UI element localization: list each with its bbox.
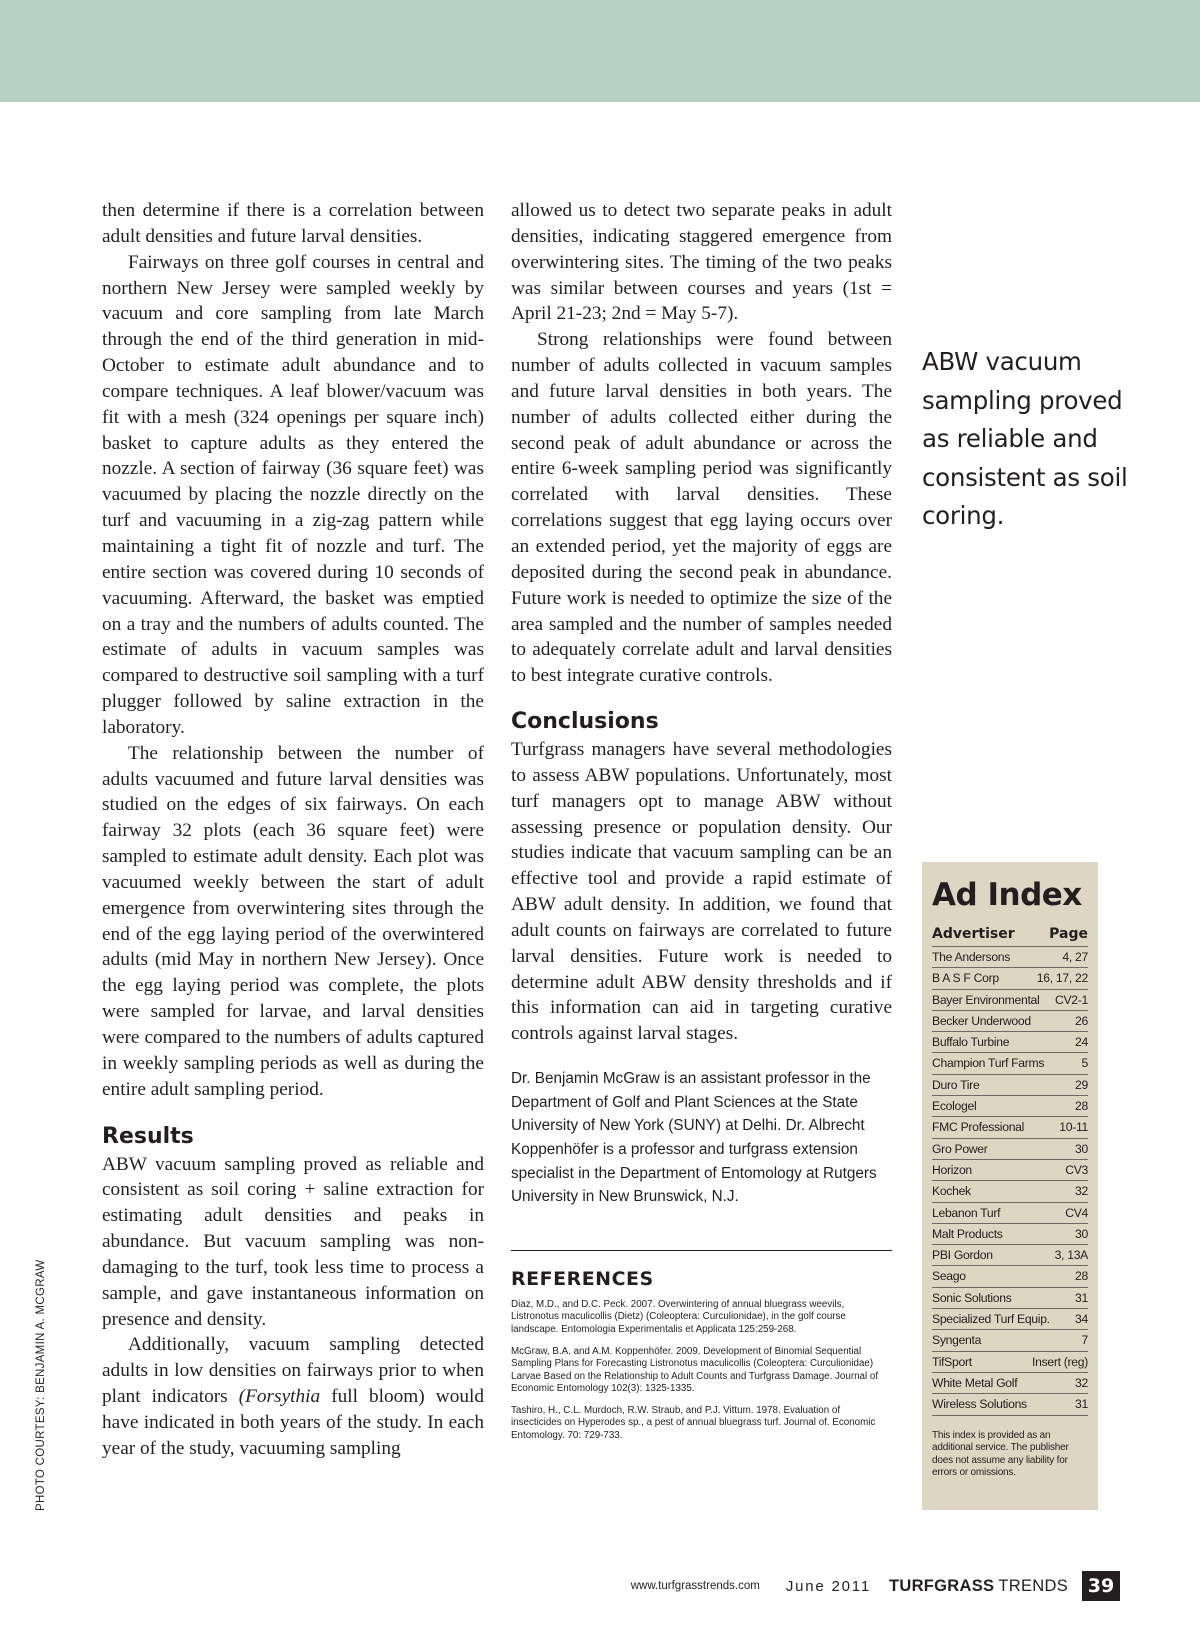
- ad-index-row: [932, 1180, 1088, 1201]
- advertiser-page: 3, 13A: [1054, 1248, 1088, 1263]
- ad-index-row: [932, 967, 1088, 988]
- advertiser-name: Champion Turf Farms: [932, 1056, 1045, 1071]
- article-column-1: [102, 198, 484, 1462]
- reference-item: McGraw, B.A. and A.M. Koppenhöfer. 2009. Development of Binomial Sequential Sampling Plans for Forecasting Listronotus maculicollis (Coleoptera: Curculionidae) Larvae Based on the Relationship to Adult Counts and Turfgrass Damage. Journal of Economic Entomology 102(3): 1325-1335.: [511, 1345, 879, 1395]
- advertiser-page: 28: [1075, 1269, 1088, 1284]
- ad-index-header: [932, 924, 1088, 946]
- pull-quote: ABW vacuum sampling proved as reliable and consistent as soil coring.: [922, 347, 1128, 530]
- ad-index-row: [932, 1010, 1088, 1031]
- reference-item: Tashiro, H., C.L. Murdoch, R.W. Straub, and P.J. Vittum. 1978. Evaluation of insecticides on Hyperodes sp., a pest of annual bluegrass turf. Journal of. Economic Entomology. 70: 729-733.: [511, 1404, 876, 1442]
- advertiser-name: TifSport: [932, 1354, 972, 1369]
- advertiser-name: PBI Gordon: [932, 1248, 993, 1263]
- ad-index-row: [932, 1052, 1088, 1073]
- footer-date: June 2011: [785, 1577, 871, 1595]
- photo-credit: PHOTO COURTESY: BENJAMIN A. MCGRAW: [35, 1259, 47, 1511]
- advertiser-page: CV3: [1065, 1162, 1088, 1177]
- advertiser-name: Kochek: [932, 1184, 971, 1199]
- paragraph: Fairways on three golf courses in central and northern New Jersey were sampled weekly by vacuum and core sampling from late March through the end of the third generation in mid-October to estimate adult abundance and to compare techniques. A leaf blower/vacuum was fit with a mesh (324 openings per square inch) basket to capture adults as they entered the nozzle. A section of fairway (36 square feet) was vacuumed by placing the nozzle directly on the turf and vacuuming in a zig-zag pattern while maintaining a tight fit of nozzle and turf. The entire section was covered during 10 seconds of vacuuming. Afterward, the basket was emptied on a tray and the numbers of adults counted. The estimate of adults in vacuum samples was compared to destructive soil sampling with a turf plugger followed by saline extraction in the laboratory.: [102, 251, 484, 738]
- ad-index-row: [932, 1159, 1088, 1180]
- advertiser-name: Becker Underwood: [932, 1013, 1031, 1028]
- ad-index-rows: [932, 946, 1088, 1416]
- conclusions-heading: Conclusions: [511, 709, 659, 735]
- advertiser-name: Syngenta: [932, 1333, 982, 1348]
- advertiser-page: 5: [1081, 1056, 1088, 1071]
- footer-brand-light: TRENDS: [998, 1576, 1068, 1595]
- advertiser-name: Seago: [932, 1269, 966, 1284]
- top-color-band: [0, 0, 1200, 102]
- advertiser-name: Duro Tire: [932, 1077, 980, 1092]
- ad-index-row: [932, 1244, 1088, 1265]
- footer-url: www.turfgrasstrends.com: [630, 1580, 760, 1592]
- advertiser-name: Bayer Environmental: [932, 992, 1040, 1007]
- paragraph-text: Additionally, vacuum sampling detected adults in low densities on fairways prior to when plant indicators: [102, 1334, 484, 1408]
- paragraph: Strong relationships were found between number of adults collected in vacuum samples and future larval densities in both years. The number of adults collected either during the second peak of adult abundance or across the entire 6-week sampling period was significantly correlated with larval densities. These correlations suggest that egg laying occurs over an extended period, yet the majority of eggs are deposited during the second peak in abundance. Future work is needed to optimize the size of the area sampled and the number of samples needed to adequately correlate adult and larval densities to best integrate curative controls.: [511, 329, 892, 687]
- ad-index-note: This index is provided as an additional service. The publisher does not assume any liability for errors or omissions.: [932, 1429, 1069, 1479]
- page-column-header: Page: [1049, 926, 1088, 942]
- page-footer: [600, 1569, 1120, 1603]
- advertiser-page: CV4: [1065, 1205, 1088, 1220]
- ad-index-row: [932, 946, 1088, 967]
- paragraph: Turfgrass managers have several methodologies to assess ABW populations. Unfortunately, most turf managers opt to manage ABW without assessing presence or population density. Our studies indicate that vacuum sampling can be an effective tool and provide a rapid estimate of ABW adult density. In addition, we found that adult counts on fairways are correlated to future larval densities. Future work is needed to determine adult ABW density thresholds and if this information can aid in targeting curative controls against larval stages.: [511, 739, 892, 1045]
- advertiser-name: FMC Professional: [932, 1120, 1025, 1135]
- advertiser-page: 10-11: [1059, 1120, 1088, 1135]
- references-divider: [511, 1250, 892, 1251]
- italic-text: (Forsythia: [238, 1386, 321, 1408]
- advertiser-page: Insert (reg): [1032, 1354, 1088, 1369]
- advertiser-page: 29: [1075, 1077, 1088, 1092]
- ad-index-title: Ad Index: [932, 877, 1082, 913]
- advertiser-name: Specialized Turf Equip.: [932, 1312, 1050, 1327]
- ad-index-row: [932, 1287, 1088, 1308]
- footer-brand: TURFGRASS: [888, 1576, 995, 1595]
- advertiser-name: Horizon: [932, 1162, 972, 1177]
- ad-index-row: [932, 1074, 1088, 1095]
- ad-index-row: [932, 1031, 1088, 1052]
- ad-index-row: [932, 1351, 1088, 1372]
- advertiser-page: 31: [1075, 1397, 1088, 1412]
- advertiser-page: 34: [1075, 1312, 1088, 1327]
- article-column-2: [511, 198, 892, 1443]
- ad-index-row: [932, 989, 1088, 1010]
- advertiser-name: Wireless Solutions: [932, 1397, 1027, 1412]
- advertiser-name: Gro Power: [932, 1141, 988, 1156]
- ad-index-row: [932, 1095, 1088, 1116]
- ad-index-row: [932, 1372, 1088, 1393]
- paragraph-text: full bloom) would have indicated in both years of the study. In each year of the study, vacuuming sampling: [102, 1386, 484, 1459]
- results-heading: Results: [102, 1123, 194, 1149]
- advertiser-page: 30: [1075, 1226, 1088, 1241]
- advertiser-name: The Andersons: [932, 950, 1011, 964]
- author-bio: Dr. Benjamin McGraw is an assistant professor in the Department of Golf and Plant Sciences at the State University of New York (SUNY) at Delhi. Dr. Albrecht Koppenhöfer is a professor and turfgrass extension specialist in the Department of Entomology at Rutgers University in New Brunswick, N.J.: [511, 1070, 877, 1206]
- advertiser-page: CV2-1: [1054, 992, 1088, 1007]
- advertiser-page: 4, 27: [1062, 950, 1088, 964]
- paragraph: allowed us to detect two separate peaks in adult densities, indicating staggered emergence from overwintering sites. The timing of the two peaks was similar between courses and years (1st = April 21-23; 2nd = May 5-7).: [511, 200, 892, 325]
- ad-index-row: [932, 1116, 1088, 1137]
- advertiser-name: White Metal Golf: [932, 1375, 1018, 1390]
- advertiser-page: 32: [1075, 1184, 1088, 1199]
- advertiser-column-header: Advertiser: [932, 926, 1015, 942]
- reference-item: Diaz, M.D., and D.C. Peck. 2007. Overwintering of annual bluegrass weevils, Listronotus maculicollis (Dietz) (Coleoptera: Curculionidae), in the golf course landscape. Entomologia Experimentalis et Applicata 125:259-268.: [511, 1298, 846, 1335]
- ad-index-row: [932, 1308, 1088, 1329]
- advertiser-name: Malt Products: [932, 1226, 1003, 1241]
- paragraph: [102, 1332, 484, 1461]
- paragraph: then determine if there is a correlation between adult densities and future larval densities.: [102, 200, 484, 247]
- page-number: 39: [1082, 1571, 1120, 1601]
- advertiser-name: Sonic Solutions: [932, 1290, 1012, 1305]
- ad-index-row: [932, 1329, 1088, 1350]
- advertiser-page: 32: [1075, 1375, 1088, 1390]
- ad-index-row: [932, 1223, 1088, 1244]
- advertiser-name: Lebanon Turf: [932, 1205, 1001, 1220]
- advertiser-page: 26: [1075, 1013, 1088, 1028]
- ad-index-row: [932, 1138, 1088, 1159]
- paragraph: The relationship between the number of adults vacuumed and future larval densities was studied on the edges of six fairways. On each fairway 32 plots (each 36 square feet) were sampled to estimate adult density. Each plot was vacuumed weekly between the start of adult emergence from overwintering sites through the end of the egg laying period of the overwintered adults (mid May in northern New Jersey). Once the egg laying period was complete, the plots were sampled for larvae, and larval densities were compared to the numbers of adults captured in weekly sampling periods as well as during the entire adult sampling period.: [102, 742, 484, 1100]
- advertiser-page: 16, 17, 22: [1036, 971, 1088, 986]
- advertiser-page: 28: [1075, 1099, 1088, 1114]
- ad-index-table: [932, 924, 1088, 1416]
- references-heading: REFERENCES: [511, 1267, 654, 1290]
- ad-index-row: [932, 1265, 1088, 1286]
- ad-index-box: [922, 862, 1098, 1510]
- advertiser-name: Buffalo Turbine: [932, 1035, 1010, 1050]
- advertiser-page: 31: [1075, 1290, 1088, 1305]
- ad-index-row: [932, 1393, 1088, 1415]
- ad-index-row: [932, 1202, 1088, 1223]
- advertiser-page: 24: [1075, 1035, 1088, 1050]
- advertiser-name: Ecologel: [932, 1099, 977, 1114]
- advertiser-page: 30: [1075, 1141, 1088, 1156]
- advertiser-name: B A S F Corp: [932, 971, 999, 986]
- advertiser-page: 7: [1081, 1333, 1088, 1348]
- paragraph: ABW vacuum sampling proved as reliable and consistent as soil coring + saline extraction for estimating adult densities and peaks in abundance. But vacuum sampling was non-damaging to the turf, took less time to process a sample, and gave instantaneous information on presence and density.: [102, 1153, 484, 1330]
